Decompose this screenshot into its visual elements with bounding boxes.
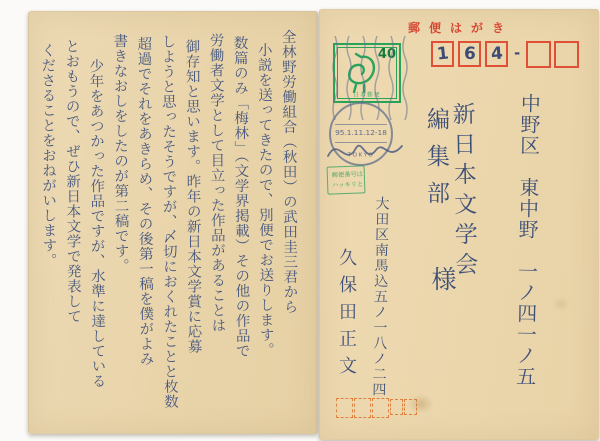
message-column: とおもうので、ぜひ新日本文学で発表して xyxy=(63,38,82,324)
recipient-honorific: 様 xyxy=(428,266,457,291)
message-column: くださることをおねがいします。 xyxy=(39,42,57,268)
postal-code-digit: 1 xyxy=(435,43,450,65)
message-card xyxy=(28,11,318,434)
postal-code-digit: 6 xyxy=(463,43,476,65)
sender-name-column: 久保田正文 xyxy=(336,248,357,383)
postal-code-row xyxy=(431,41,582,68)
recipient-address-column: 中野区 東中野 一ノ四一ノ五 xyxy=(512,92,542,388)
crane-icon xyxy=(339,51,383,93)
postmark-region: TOKYO xyxy=(347,151,375,159)
postal-notice-box xyxy=(327,165,366,194)
message-column: 数篇のみ「梅林」（文学界掲載）その他の作品で xyxy=(231,35,250,359)
postal-code-box-empty xyxy=(554,41,579,68)
sender-code-box xyxy=(354,398,371,418)
notice-line-1: 郵便番号は xyxy=(331,170,364,179)
postal-code-digit: 4 xyxy=(489,43,504,65)
postal-code-box xyxy=(458,41,481,67)
message-column: 少年をあつかった作品ですが、水準に達している xyxy=(87,58,106,389)
message-column: 書きなおしをしたのが第二稿です。 xyxy=(111,33,129,274)
recipient-department-column: 編集部 xyxy=(423,107,449,218)
postal-code-separator: - xyxy=(514,44,521,62)
message-column: 全林野労働組合（秋田）の武田圭三君から xyxy=(279,29,298,315)
notice-line-2: ハッキリと xyxy=(332,180,364,189)
postage-stamp xyxy=(333,43,401,103)
message-column: 超過でそれをあきらめ、その後第一稿を僕がよみ xyxy=(135,36,154,367)
message-text xyxy=(34,27,303,422)
recipient-organization-column: 新日本文学会 xyxy=(448,101,478,283)
stamp-denomination: 40 xyxy=(377,47,396,62)
postal-code-box xyxy=(431,41,454,67)
postal-code-box xyxy=(485,41,508,67)
message-column: 御存知と思います。昨年の新日本文学賞に応募 xyxy=(183,38,202,354)
sender-code-box xyxy=(336,398,353,418)
message-column: 小説を送ってきたので、別便でお送りします。 xyxy=(255,42,274,358)
sender-code-box xyxy=(390,399,403,415)
sender-code-box xyxy=(372,398,389,418)
sender-postal-code-boxes xyxy=(336,398,418,418)
address-card xyxy=(319,9,599,440)
postcard-header-label: 郵便はがき xyxy=(408,21,514,35)
stain-mark xyxy=(408,394,434,414)
stain-mark xyxy=(552,297,570,311)
postmark-date: 95.1.11.12-18 xyxy=(335,128,387,137)
postal-code-box-empty xyxy=(526,41,551,68)
postmark-line xyxy=(335,124,387,125)
postmark xyxy=(329,102,393,166)
message-column: 労働者文学として目立った作品があることは xyxy=(207,32,226,333)
message-column: しようと思ったそうですが、〆切におくれたことと枚数 xyxy=(159,33,178,410)
stamp-issuer-label: 日本郵便 xyxy=(353,91,381,98)
postmark-line xyxy=(335,142,387,143)
sender-address-column: 大田区南馬込五ノ一八ノ二四 xyxy=(370,195,390,398)
